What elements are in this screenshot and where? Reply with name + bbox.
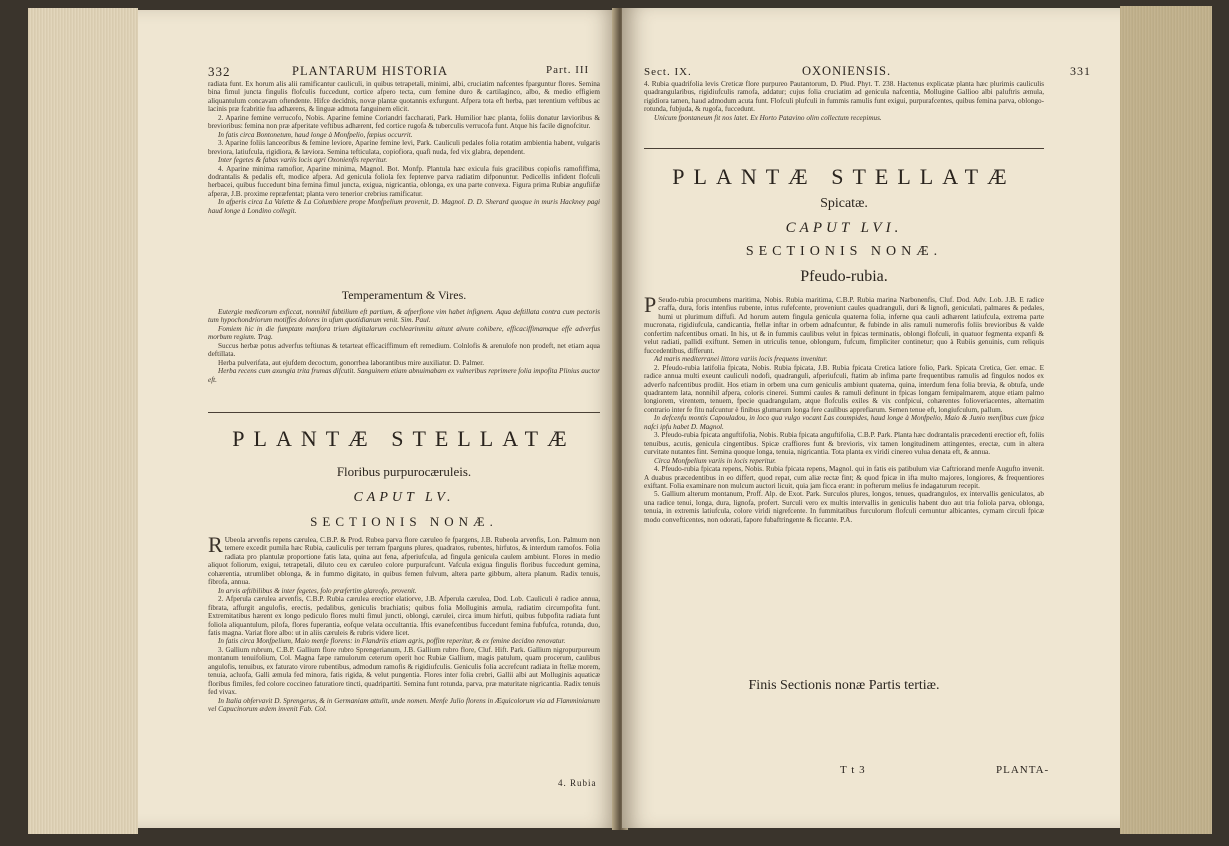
right-text-block-2 (644, 292, 1044, 524)
left-para-4b: In afperis circa La Valette & La Columbiere prope Monfpelium provenit, D. Magnol. D. D. Sherard quoque in muris Hackney pagi haud longe à Londino collegit. (208, 198, 600, 215)
left-page-edges (28, 8, 138, 834)
right-chapter-title: PLANTÆ STELLATÆ (672, 164, 1016, 189)
left-text-block-1 (208, 80, 600, 215)
left-para-2: 2. Aparine femine verrucofo, Nobis. Aparine femine Coriandri faccharati, Park. Humilior hæc planta, foliis donatur lævioribus & brevioribus: femina non præ afperitate veftibus adhærent, fed cortice rugofa & tuberculis verrucofa funt. Atque his facile dignofcitur. (208, 113, 600, 131)
vires-4: Herba pulverifata, aut ejufdem decoctum, gonorrhea laborantibus mire auxiliatur. D. Palmer. (218, 358, 485, 367)
right-caput: CAPUT LVI. (785, 220, 903, 236)
left-para-2b: In fatis circa Bontonetum, haud longe à Monfpelio, fæpius occurrit. (218, 130, 413, 139)
lvi-para-3b: Circa Monfpelium variis in locis reperitur. (654, 456, 777, 465)
right-sectionis: SECTIONIS NONÆ. (745, 244, 943, 259)
lv-para-1b: In arvis æftibilibus & inter fegetes, folo præfertim glareofo, provenit. (218, 586, 417, 595)
lvi-para-1: Seudo-rubia procumbens maritima, Nobis. Rubia maritima, C.B.P. Rubia marina Narbonenfis, Cluf. Dod. Adv. Lob. J.B. E radice craffa, dura, foris intenfius rubente, intus rufefcente, proveniunt caules quadranguli, duri & lignofi, geniculati, palmares & pedales, humi ut plurimum diffufi. Ad horum autem fingula genicula quaterna folia, inferne qua cauli adhærent latiufcula, extrema parte mucronata, rigidiufcula, candicantia, ftellæ inftar in orbem adnafcuntur, & fubinde in alis ramuli numerofis foliis brevioribus & valde confertim nafcentibus ornati. In his, ut & in fummis caulibus velut in fpicas terminatis, oblongi flofculi, in quatuor fegmenta expanfi & velut radiati, pallidi exiftunt. Semen in utriculis tenue, oblongum, fufcum, fimpliciter continetur; quo à Rubiis genuinis, cum reliquis fuccedentibus, differunt. (644, 296, 1044, 355)
finis-line: Finis Sectionis nonæ Partis tertiæ. (748, 678, 940, 693)
right-drop-letter: P (644, 292, 657, 317)
left-para-4: 4. Aparine minima ramofior, Aparine minima, Magnol. Bot. Monfp. Plantula hæc exicula fuis gracilibus copiofis ramofiffima, dodrantalis & pedalis eft, modice afpera. Ad genicula foliola fex feptenve parva radiatim difponuntur. Pedicellis infident flofculi herbacei, quibus fuccedunt bina femina fimul juncta, exigua, nigricantia, oblonga, ex una parte convexa. Figura prima Rubiæ angufiifæ afperæ, J.B. proxime repræfentat; planta vero tenerior crebrius ramificatur. (208, 164, 600, 198)
left-para-3b: Inter fegetes & fabas variis locis agri Oxonienfis reperitur. (218, 156, 388, 165)
left-page (138, 10, 618, 828)
lv-para-1: Ubeola arvenfis repens cærulea, C.B.P. & Prod. Rubea parva flore cæruleo fe fpargens, J.B. Rubeola arvenfis, Lon. Palmum non temere excedit pumila hæc Rubia, cauliculis per terram fparguns plures, quadratos, rubentes, hirfutos, & interdum ramofos. Folia radiata pro plantulæ proportione fatis lata, quina aut fena, afperiufcula, ad fingula genicula caulem ambiunt. Flores in medio aliquot foliorum, exigui, tetrapetali, diluto ceu ex cæruleo colore purpurafcunt. Vafcula exigua fingulis floribus fuccedunt gemina, cohærentia, utrumlibet oblonga, & in fummo digitato, in quibus femen fulvum, altera parte gibbum, altera planum. Radix tenuis, fibrofa, annua. (208, 536, 600, 587)
left-text-block-2 (208, 532, 600, 714)
right-page (622, 8, 1120, 828)
right-subheading: Pfeudo-rubia. (800, 268, 888, 285)
left-vires-block (208, 308, 600, 384)
right-page-edges (1120, 6, 1212, 834)
left-caput: CAPUT LV. (353, 490, 455, 505)
lv-para-2b: In fatis circa Monfpelium, Maio menfe florens: in Flandriis etiam agris, poffim reperitur, & ex femine decidno renovatur. (218, 637, 566, 646)
left-catchword: 4. Rubia (558, 778, 597, 788)
right-section-label: Sect. IX. (644, 66, 692, 78)
right-running-title: OXONIENSIS. (802, 64, 892, 78)
signature-mark: T t 3 (840, 764, 866, 776)
vires-3: Succus herbæ potus adverfus teftiunas & tetarteat efficaciffimum eft remedium. Colnlofis & arenulofe non prodeft, net etiam aqua deftillata. (208, 341, 600, 359)
left-divider (208, 412, 600, 413)
right-chapter-subtitle: Spicatæ. (820, 196, 868, 211)
lvi-para-3: 3. Pfeudo-rubia fpicata anguftifolia, Nobis. Rubia fpicata anguftifolia, C.B.P. Park. Planta hæc dodrantalis præcedenti erectior eft, foliis tenuibus, acutis, genicula cingentibus. Spicæ craffiores funt & brevioris, vix tamen longitudinem attingentes, erectæ, cum in altera curvitate nutantes fint. Semina quoque longa, tenuia, nigricantia. Tota planta ex viridi cinereo vulua denata eft, & annua. (644, 431, 1044, 457)
lvi-para-4: 4. Pfeudo-rubia fpicata repens, Nobis. Rubia fpicata repens, Magnol. qui in fatis eis patibulum viæ Caftriorand menfe Augufto invenit. A duabus præcedentibus in eo differt, quod repat, cum aliæ rectæ fint; & quod fpicæ in ifta multo majores, longiores, & frequentiores exiftant. Folia examinare non mulcum auctori licuit, quia jam ficca erant: in pofterum melius fe indagaturum recepit. (644, 465, 1044, 490)
left-para-1: radiata funt. Ex horum alis alii ramificantur cauliculi, in quibus tetrapetali, minimi, albi, cruciatim nafcentes fparguntur flores. Semina bina fimul juncta fingulis flofculis fuccedunt, cortice afpero tecta, cum femine duro & cartilaginco, albo, & medio effigiem aliquantulum concavam oftendente. Hifce decidnis, novæ plantæ quotannis exfurgunt. Afpera tota eft herba, pæt terentium veftibus ac lacinis præ fcabritie fua adhærens, & linguæ admota fanguinem elicit. (208, 80, 600, 114)
left-page-number: 332 (208, 64, 231, 79)
left-sectionis: SECTIONIS NONÆ. (310, 514, 498, 529)
right-page-number: 331 (1070, 64, 1091, 78)
left-part-label: Part. III (546, 64, 590, 76)
right-top-para-b: Unicum fpontaneum fit nos latet. Ex Horto Patavino olim collectum recepimus. (654, 113, 882, 122)
lvi-para-1b: Ad maris mediterranei littora variis locis frequens invenitur. (654, 355, 828, 364)
lvi-para-5: 5. Gallium alterum montanum, Proff. Alp. de Exot. Park. Surculos plures, longos, tenues, quadrangulos, ex intervallis geniculatos, ab una radice tenui, longa, dura, lignofa, profert. Surculi vero ex multis intervallis in geniculis habent duo aut tria foliola parva, oblonga, tenuia, in extremis latiufcula, colore viridi nigrefcente. In fummitatibus furculorum flofculi cernuntur albicantes, cymam circuli fpicæ modo convefticentes, non odorati, fapore fubaftringente & ficcante. P.A. (644, 490, 1044, 524)
vires-2: Fomiem hic in die fumptam manfora trium digitalarum cochlearinmitu aitunt alvum cohibere, efficaciffimamque effe adverfus morbum regium. Trag. (208, 324, 600, 342)
lv-para-3b: In Italia obfervavit D. Sprengerus, & in Germaniam attulit, unde nomen. Menfe Julio florens in Æquicolorum via ad Flamminianum vel Capucinorum ædem invenit Fab. Col. (208, 696, 600, 714)
lv-para-2: 2. Afperula cærulea arvenfis, C.B.P. Rubia cærulea erectior elatiorve, J.B. Afperula cærulea, Dod. Lob. Cauliculi è radice annua, fibrata, affurgit angulofis, erectis, pedalibus, geniculis brachiatis; quibus folia Molluginis æmula, radiatim circumpofita funt. Extremitatibus hærent ex longo pediculo flores multi fimul juncti, oblongi, cærulei, circa imum hirfuti, quibus fubpofita radiata funt foliola aliquantulum, pilofa, flores fuperantia, eofque velata occultantia. Iftis evanefcentibus fuccedunt femina fubfufca, rotunda, duo, fatis magna. Variat flore albo: ut in aliis cæruleis & rubris videre licet. (208, 595, 600, 637)
left-running-title: PLANTARUM HISTORIA (292, 64, 449, 78)
lv-para-3: 3. Gallium rubrum, C.B.P. Gallium flore rubro Sprengerianum, J.B. Gallium rubro flore, Cluf. Hift. Park. Gallium nigropurpureum montanum tenuifolium, Col. Magna fæpe ramulorum ceterum operit hoc Rubiæ Gallium, magis patulum, quam procerum, caulibus angulofis, tenuibus, ex faturato virore rubentibus, admodum ramofis & rigidiufculis. Geniculis folia accrefcunt radiata in ftellæ morem, tenuia, acluofa, Galli æmula fed minora, fatis rigida, & velut pungentia. Flores inter folia crebri, Gallii albi aut Molluginis aquaticæ floribus fimiles, fed colore coccineo faturatiore tincti, quadripartiti. Semina funt rotunda, parva, præ maturitate nigricantia. Radix tenuis fed vivax. (208, 645, 600, 697)
vires-1: Eutergie medicorum exficcat, nonnihil fubtilium eft partium, & afperfione vim habet infignem. Aqua deftillata contra cum pectoris tum hypochondriorum motiffes dolores in ufum quotidianum venit. Sim. Paul. (208, 308, 600, 325)
left-drop-letter: R (208, 532, 223, 557)
lvi-para-2b: In defcenfu montis Capouladou, in loco qua vulgo vocant Las coumpides, haud longe à Monfpelio, Maio & Junio menfibus cum fpica nafci ipfu habet D. Magnol. (644, 414, 1044, 431)
left-para-3: 3. Aparine foliis lanceoribus & femine leviore, Aparine femine levi, Park. Cauliculi pedales folia rotatim ambientia habent, vulgaris breviora, latiufcula, rigidiora, & læviora. Semina tefticulata, copiofiora, quafi nuda, fed vix glabra, dependent. (208, 139, 600, 156)
lvi-para-2: 2. Pfeudo-rubia latifolia fpicata, Nobis. Rubia fpicata, J.B. Rubia fpicata Cretica latiore folio, Park. Spicata Cretica, Ger. emac. E radice annua multi exeunt cauliculi nodofi, quadranguli, afperiufculi, ftatim ab infima parte frequentibus ramulis ad fingulos nodos ex adverfo nafcentibus prodiit. Hos etiam in orbem una cum geniculis ambiunt quaterna, quina, interdum fena folia brevia, & obtufa, unde quadrantem lata, nonnihil afpera, coloris cinerei. Summi caules & ramuli definunt in fpicas longam femipalmarem, atque etiam palmo longiorem, virentem, tenuem, fpecie quadrangulam, atque flofculis exiles & vix confpicui, cohærentes folioveriacentes, alternatim contrario inter fe fitu nafcuntur è finibus glumarum longa fere caulibus apprefiarum. Semen tenue eft, longiufculum, pallum. (644, 363, 1044, 414)
right-divider (644, 148, 1044, 149)
right-text-block-1 (644, 80, 1044, 122)
left-chapter-subtitle: Floribus purpurocæruleis. (336, 464, 472, 479)
vires-5: Herba recens cum axungia trita frumas difcutit. Sanguinem etiam abnuimabam ex vulneribus reprimere folia impofita Plinius auctor eft. (208, 367, 600, 384)
vires-heading: Temperamentum & Vires. (341, 288, 467, 302)
left-chapter-title: PLANTÆ STELLATÆ (232, 426, 576, 451)
right-catchword: PLANTA- (996, 764, 1050, 776)
right-top-para: 4. Rubia quadrifolia levis Creticæ flore purpureo Pautantorum, D. Plud. Phyt. T. 238. Hactenus explicatæ planta hæc plurimis cauliculis quadrangularibus, rigidiufculis ramofa, addatur; cujus folia cruciatim ad genicula nafcentia, Mollugine Gallioo albi paluftris æmula, rigidiora tamen, haud admodum acuta funt. Flofculi plufculi in fummis ramulis funt exigui, purpurafcentes, quibus femina parva, oblongo-rotunda, fubjuda, & rugofa, fuccedunt. (644, 80, 1044, 114)
